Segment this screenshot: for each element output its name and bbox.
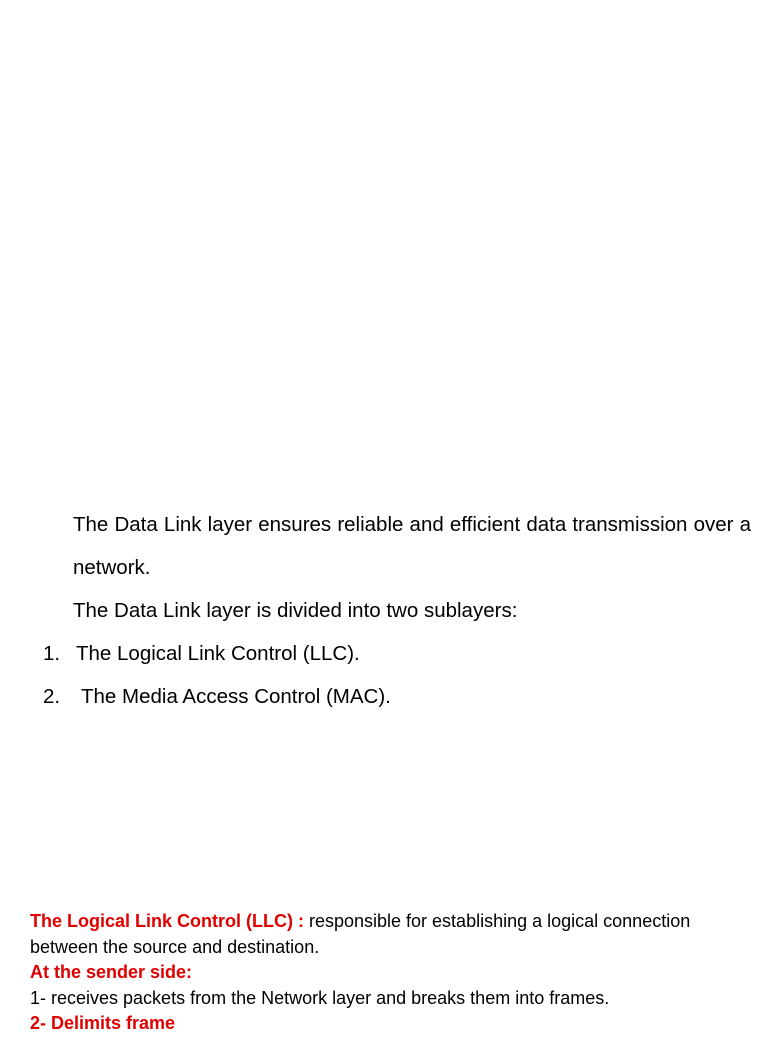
sender-step-1: 1- receives packets from the Network layer and breaks them into frames.	[30, 987, 610, 1008]
list-item	[43, 675, 743, 718]
llc-definition-paragraph	[30, 909, 750, 960]
intro-paragraph: The Data Link layer ensures reliable and efficient data transmission over a network.	[73, 513, 751, 579]
llc-section	[30, 909, 750, 1037]
sender-step-2: 2- Delimits frame	[30, 1013, 176, 1033]
list-item	[43, 632, 743, 675]
sublayers-intro: The Data Link layer is divided into two sublayers:	[73, 599, 518, 622]
llc-heading: The Logical Link Control (LLC) :	[30, 911, 304, 931]
list-item-text: The Media Access Control (MAC).	[81, 685, 391, 708]
list-item-text: The Logical Link Control (LLC).	[76, 642, 360, 665]
sender-side-heading: At the sender side:	[30, 962, 193, 982]
intro-block	[73, 503, 751, 632]
list-number: 2.	[43, 685, 61, 708]
llc-definition: responsible for establishing a logical connection between the source and destination.	[30, 911, 691, 957]
list-number: 1.	[43, 642, 61, 665]
sublayer-list	[43, 632, 743, 718]
